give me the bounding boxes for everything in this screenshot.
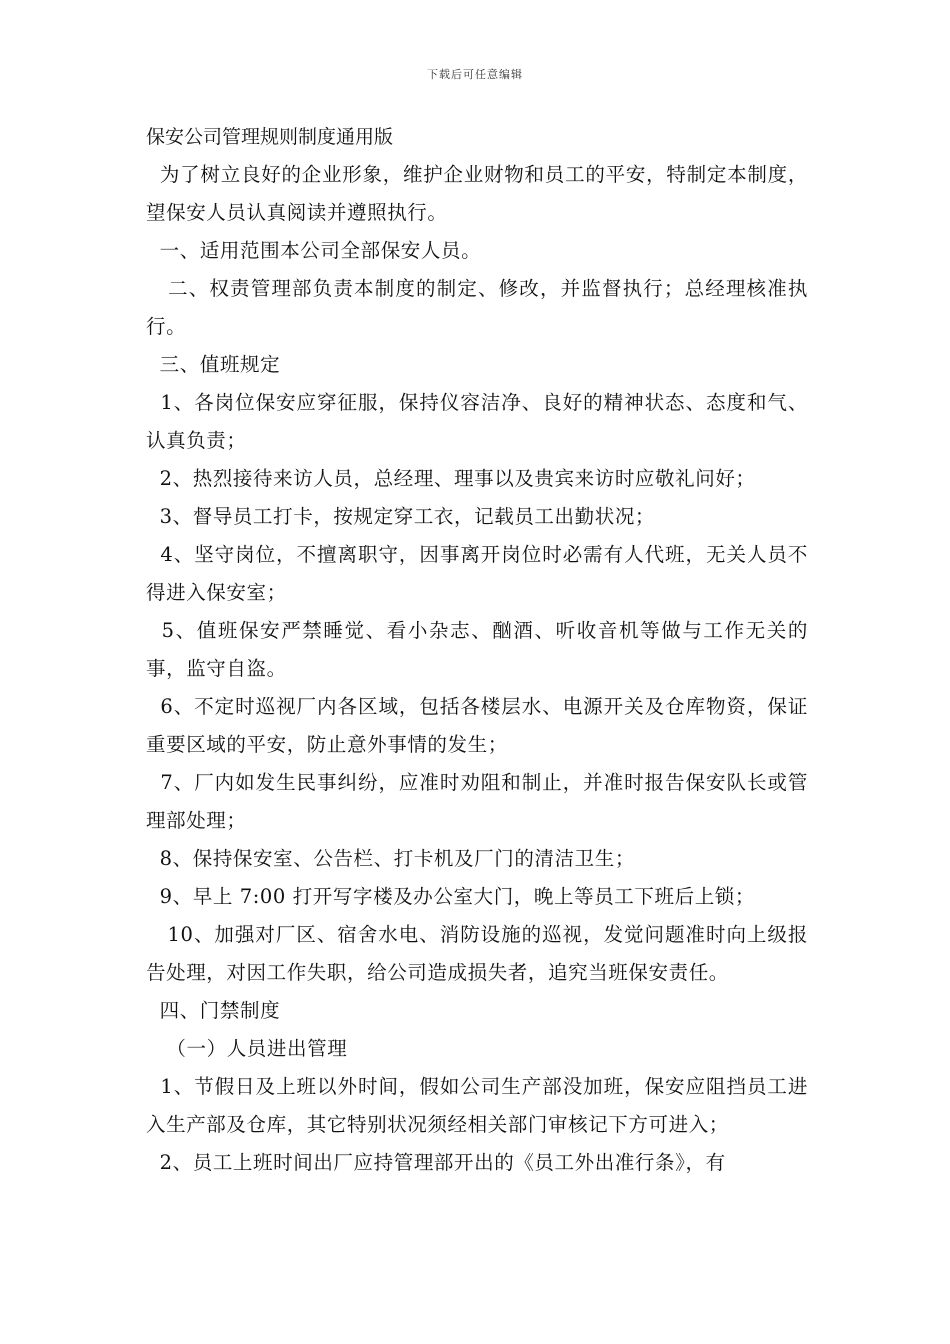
paragraph: 2、员工上班时间出厂应持管理部开出的《员工外出准行条》，有 [146,1151,726,1174]
paragraph: 7、厂内如发生民事纠纷，应准时劝阻和制止，并准时报告保安队长或管理部处理； [146,771,808,832]
paragraph: 2、热烈接待来访人员，总经理、理事以及贵宾来访时应敬礼问好； [146,467,756,490]
document-paragraphs [146,156,808,1182]
paragraph: 6、不定时巡视厂内各区域，包括各楼层水、电源开关及仓库物资，保证重要区域的平安，防止意外事情的发生； [146,695,808,756]
paragraph: 一、适用范围本公司全部保安人员。 [146,239,482,262]
paragraph: 1、各岗位保安应穿征服，保持仪容洁净、良好的精神状态、态度和气、认真负责； [146,391,808,452]
paragraph: 8、保持保安室、公告栏、打卡机及厂门的清洁卫生； [146,847,635,870]
paragraph: 1、节假日及上班以外时间，假如公司生产部没加班，保安应阻挡员工进入生产部及仓库，其它特别状况须经相关部门审核记下方可进入； [146,1075,808,1136]
paragraph: 四、门禁制度 [146,999,281,1022]
paragraph: 9、早上 7:00 打开写字楼及办公室大门，晚上等员工下班后上锁； [146,885,756,908]
paragraph: 为了树立良好的企业形象，维护企业财物和员工的平安，特制定本制度，望保安人员认真阅读并遵照执行。 [146,163,808,224]
paragraph: （一）人员进出管理 [146,1037,348,1060]
paragraph: 10、加强对厂区、宿舍水电、消防设施的巡视，发觉问题准时向上级报告处理，对因工作失职，给公司造成损失者，追究当班保安责任。 [146,923,808,984]
page-header-note: 下载后可任意编辑 [427,68,523,81]
paragraph: 二、权责管理部负责本制度的制定、修改，并监督执行；总经理核准执行。 [146,277,808,338]
document-body [146,118,808,1182]
paragraph: 5、值班保安严禁睡觉、看小杂志、酗酒、听收音机等做与工作无关的事，监守自盗。 [146,619,808,680]
paragraph: 3、督导员工打卡，按规定穿工衣，记载员工出勤状况； [146,505,656,528]
paragraph: 三、值班规定 [146,353,281,376]
paragraph: 4、坚守岗位，不擅离职守，因事离开岗位时必需有人代班，无关人员不得进入保安室； [146,543,808,604]
document-title: 保安公司管理规则制度通用版 [146,126,394,148]
